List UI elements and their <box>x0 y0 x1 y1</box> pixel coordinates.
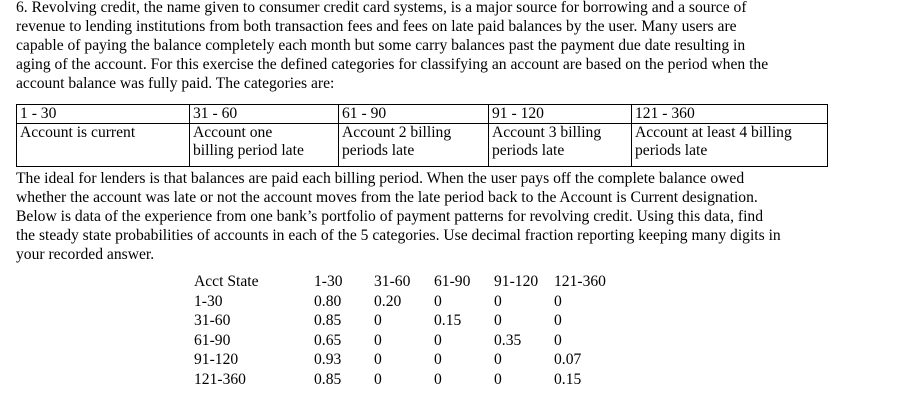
intro-line: revenue to lending institutions from both transaction fees and fees on late paid balances by the user. Many users are <box>16 17 737 35</box>
instructions-paragraph <box>16 170 916 265</box>
matrix-row <box>194 311 624 331</box>
matrix-cell: 0.15 <box>554 370 582 388</box>
category-description <box>190 124 339 167</box>
category-description-line: Account 2 billing <box>342 124 452 141</box>
category-description-line: Account one <box>193 124 273 141</box>
matrix-header-row <box>194 272 624 292</box>
category-header: 31 - 60 <box>190 105 339 124</box>
matrix-row-state: 121-360 <box>194 370 246 388</box>
matrix-cell: 0.35 <box>494 331 522 349</box>
intro-line: capable of paying the balance completely each month but some carry balances past the payment due date resulting in <box>16 36 746 54</box>
matrix-cell: 0 <box>554 292 562 310</box>
matrix-cell: 0 <box>374 351 382 368</box>
category-header: 1 - 30 <box>17 105 190 124</box>
matrix-row <box>194 370 624 390</box>
category-description-line: periods late <box>342 142 415 159</box>
matrix-column-header: 31-60 <box>374 273 411 290</box>
matrix-cell: 0.15 <box>434 312 462 329</box>
matrix-cell: 0 <box>374 312 382 329</box>
intro-line: aging of the account. For this exercise the defined categories for classifying an account are based on the period when the <box>16 55 769 73</box>
matrix-cell: 0.65 <box>314 331 342 349</box>
category-header: 91 - 120 <box>489 105 632 124</box>
matrix-column-header: 91-120 <box>494 273 539 290</box>
instructions-line: Below is data of the experience from one bank’s portfolio of payment patterns for revolving credit. Using this data, find <box>16 207 763 225</box>
matrix-cell: 0 <box>494 351 502 368</box>
category-description <box>17 124 190 167</box>
matrix-cell: 0 <box>494 312 502 329</box>
categories-description-row <box>17 124 828 167</box>
matrix-cell: 0.07 <box>554 351 582 368</box>
matrix-cell: 0 <box>434 292 442 310</box>
category-header: 61 - 90 <box>339 105 489 124</box>
categories-table <box>16 104 828 167</box>
matrix-cell: 0 <box>434 370 442 388</box>
category-header: 121 - 360 <box>632 105 828 124</box>
matrix-cell: 0 <box>374 370 382 388</box>
matrix-row <box>194 350 624 370</box>
instructions-line: whether the account was late or not the account moves from the late period back to the Account is Current designation. <box>16 188 758 206</box>
category-description <box>489 124 632 167</box>
category-description-line: periods late <box>635 142 708 159</box>
matrix-cell: 0.93 <box>314 351 342 368</box>
category-description-line: Account at least 4 billing <box>635 124 792 141</box>
matrix-cell: 0 <box>554 331 562 349</box>
category-description-line: billing period late <box>193 142 304 159</box>
instructions-line: your recorded answer. <box>16 245 155 263</box>
matrix-cell: 0 <box>434 331 442 349</box>
matrix-column-header: 61-90 <box>434 273 471 290</box>
matrix-cell: 0 <box>374 331 382 349</box>
intro-line: 6. Revolving credit, the name given to consumer credit card systems, is a major source for borrowing and a source of <box>16 0 747 16</box>
category-description-line: Account is current <box>20 124 136 141</box>
transition-matrix-table <box>194 272 624 389</box>
categories-header-row <box>17 105 828 124</box>
matrix-column-header: Acct State <box>194 273 259 290</box>
matrix-row-state: 1-30 <box>194 292 223 310</box>
category-description <box>339 124 489 167</box>
matrix-cell: 0.20 <box>374 292 402 310</box>
category-description-line: periods late <box>492 142 565 159</box>
matrix-cell: 0.80 <box>314 292 342 310</box>
matrix-cell: 0.85 <box>314 370 342 388</box>
matrix-column-header: 121-360 <box>554 273 606 290</box>
matrix-column-header: 1-30 <box>314 273 343 290</box>
matrix-row-state: 31-60 <box>194 312 231 329</box>
matrix-row-state: 61-90 <box>194 331 231 349</box>
matrix-cell: 0.85 <box>314 312 342 329</box>
matrix-cell: 0 <box>494 370 502 388</box>
intro-line: account balance was fully paid. The categories are: <box>16 74 335 92</box>
matrix-row <box>194 331 624 351</box>
instructions-line: the steady state probabilities of accounts in each of the 5 categories. Use decimal fraction reporting keeping many digits in <box>16 226 781 244</box>
matrix-row <box>194 292 624 312</box>
intro-paragraph <box>16 0 916 94</box>
matrix-cell: 0 <box>494 292 502 310</box>
matrix-cell: 0 <box>554 312 562 329</box>
matrix-row-state: 91-120 <box>194 351 239 368</box>
instructions-line: The ideal for lenders is that balances are paid each billing period. When the user pays off the complete balance owed <box>16 170 745 187</box>
matrix-cell: 0 <box>434 351 442 368</box>
category-description <box>632 124 828 167</box>
category-description-line: Account 3 billing <box>492 124 602 141</box>
